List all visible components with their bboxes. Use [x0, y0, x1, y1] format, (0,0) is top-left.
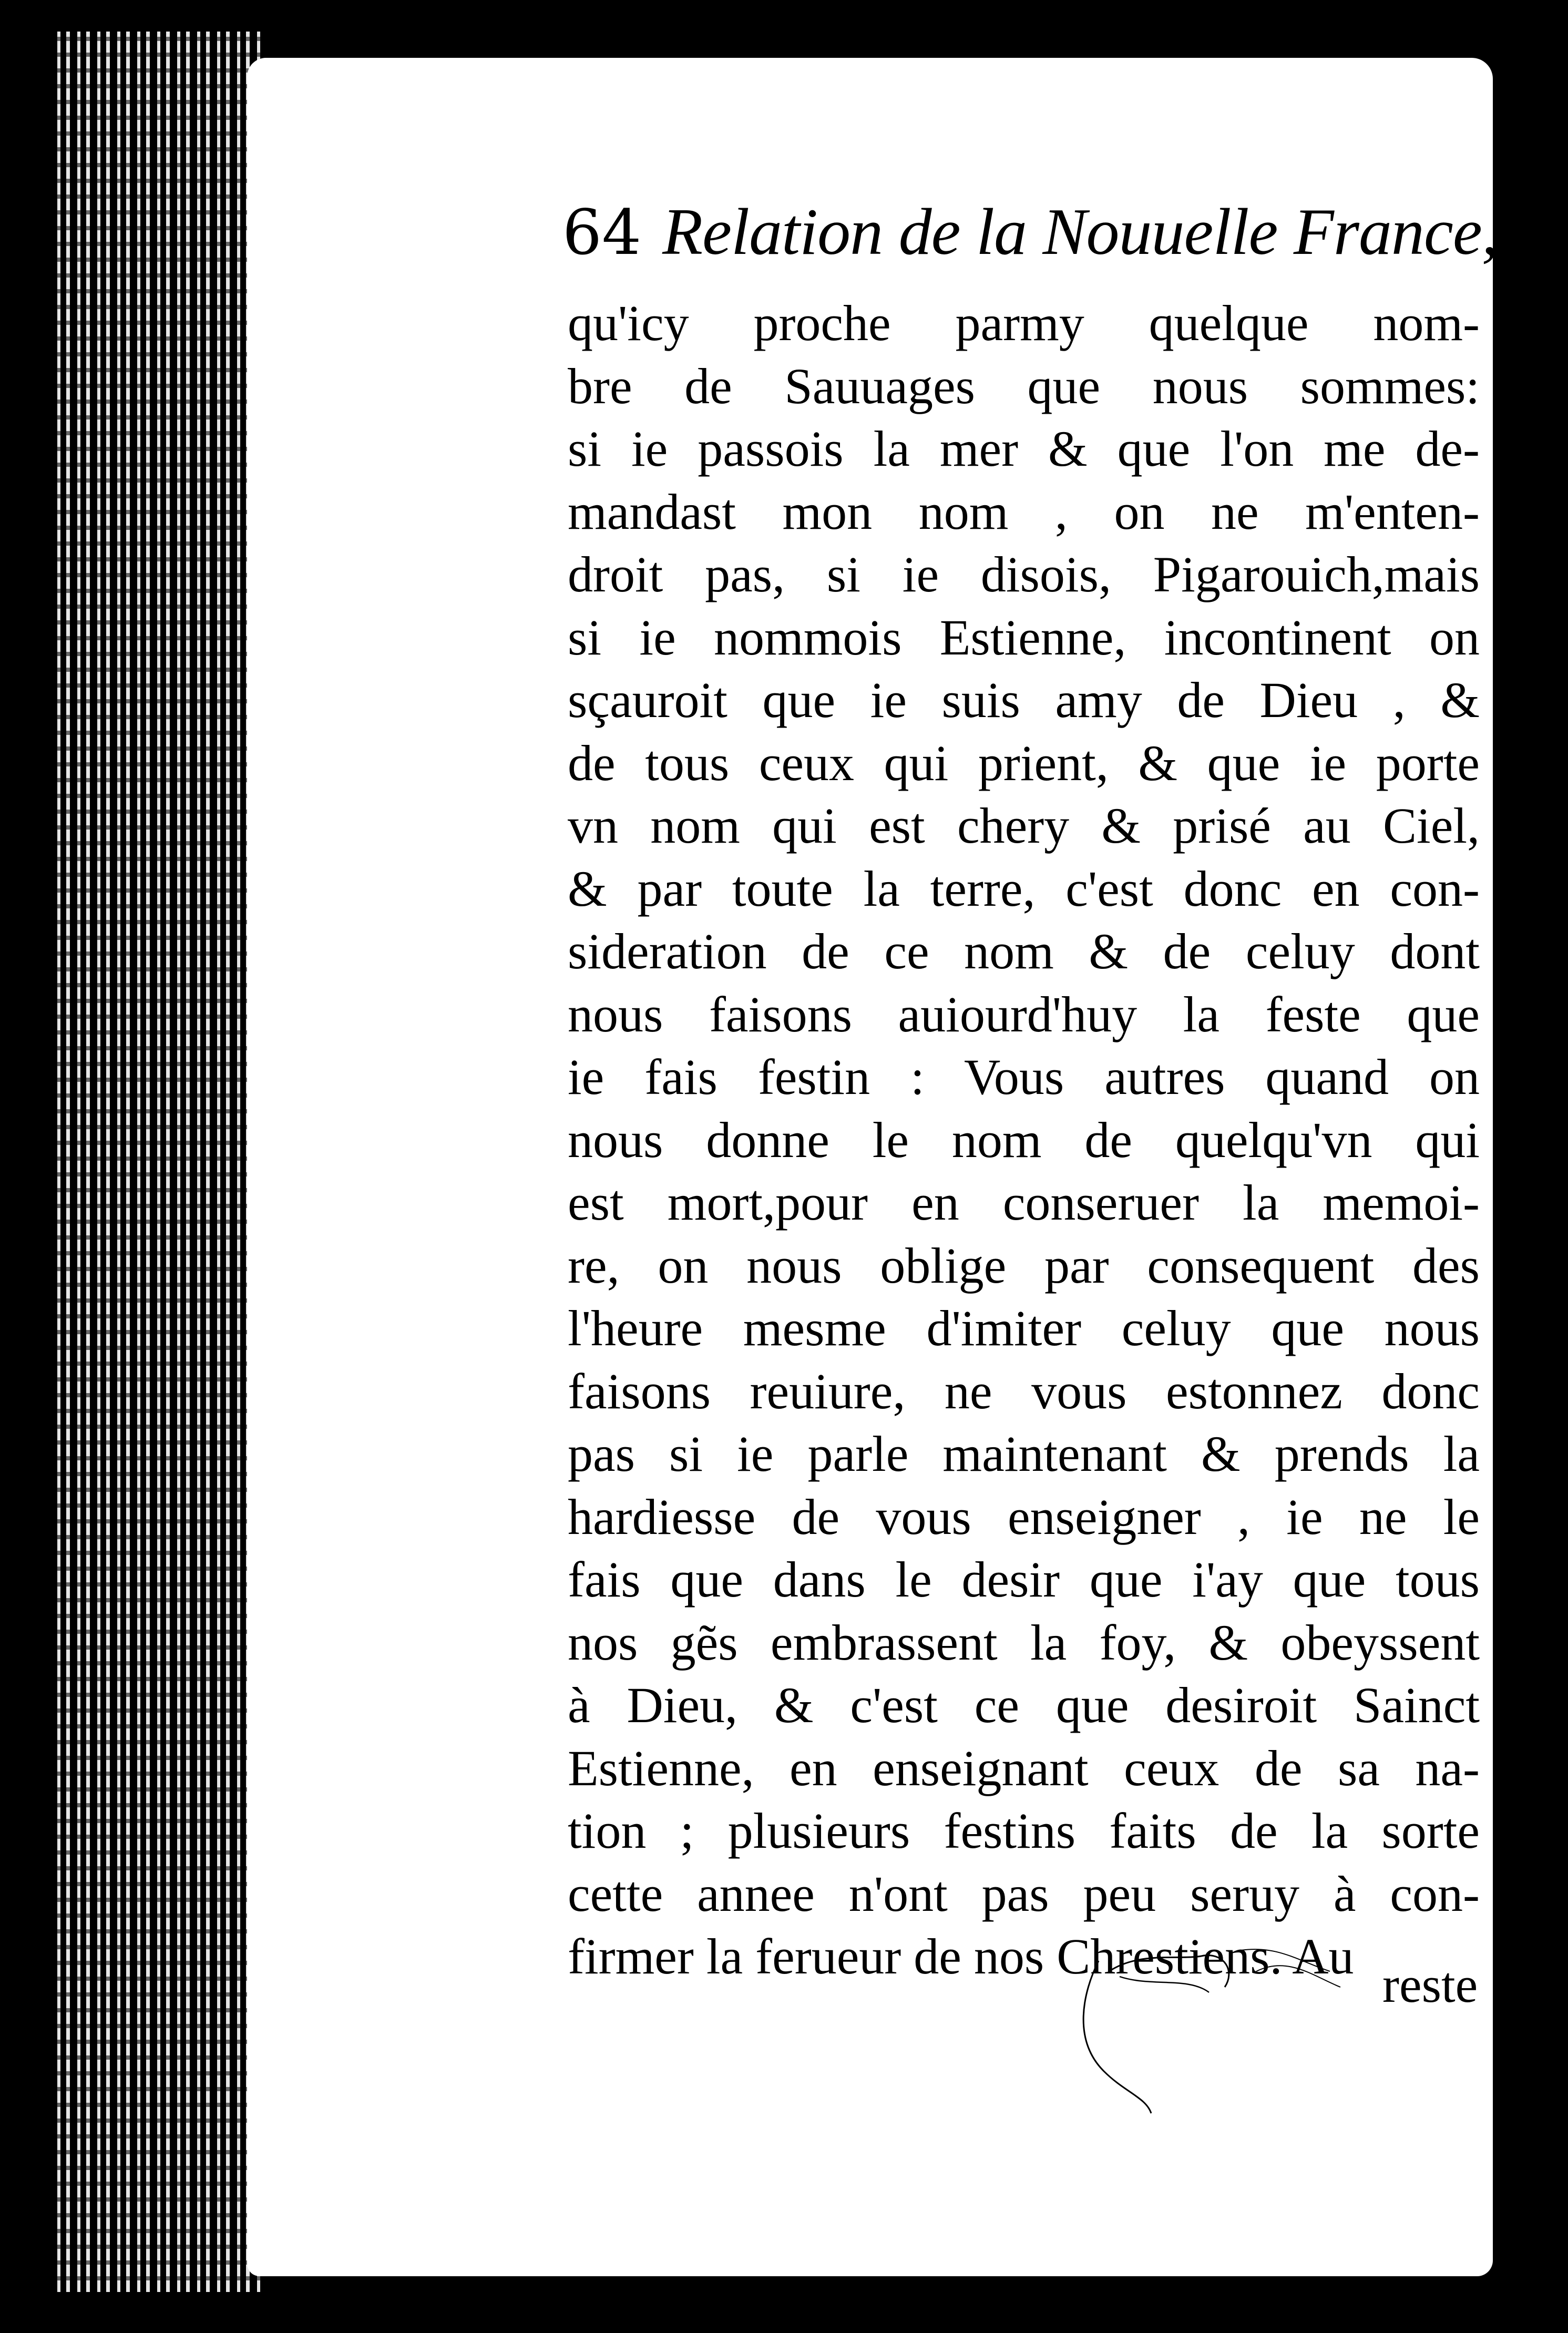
book-page-edges: [50, 32, 260, 2292]
text-line: tion ; plusieurs festins faits de la sorte: [568, 1803, 1480, 1859]
text-line: est mort,pour en conseruer la memoi-: [568, 1174, 1480, 1231]
text-line: hardiesse de vous enseigner , ie ne le: [568, 1488, 1480, 1545]
text-line: sideration de ce nom & de celuy dont: [568, 923, 1480, 979]
text-line: cette annee n'ont pas peu seruy à con-: [568, 1865, 1480, 1922]
running-title: Relation de la Nouuelle France,: [662, 196, 1498, 269]
text-line: nous faisons auiourd'huy la feste que: [568, 986, 1480, 1042]
text-line: & par toute la terre, c'est donc en con-: [568, 860, 1480, 917]
text-line: si ie nommois Estienne, incontinent on: [568, 609, 1480, 666]
text-line: ie fais festin : Vous autres quand on: [568, 1049, 1480, 1105]
text-line: sçauroit que ie suis amy de Dieu , &: [568, 672, 1480, 728]
page-header: [562, 195, 1498, 284]
text-line: nous donne le nom de quelqu'vn qui: [568, 1111, 1480, 1168]
text-line: qu'icy proche parmy quelque nom-: [568, 295, 1480, 351]
text-line: de tous ceux qui prient, & que ie porte: [568, 734, 1480, 791]
text-line: firmer la ferueur de nos Chrestiens. Au: [568, 1928, 1354, 1984]
pen-scribble-mark: [1067, 1940, 1361, 2119]
body-text: [568, 292, 1480, 1988]
text-line: vn nom qui est chery & prisé au Ciel,: [568, 797, 1480, 854]
text-line: fais que dans le desir que i'ay que tous: [568, 1551, 1480, 1608]
text-line: à Dieu, & c'est ce que desiroit Sainct: [568, 1677, 1480, 1733]
text-line: re, on nous oblige par consequent des: [568, 1237, 1480, 1294]
page-number: 64: [562, 196, 642, 269]
catchword: reste: [1382, 1957, 1478, 2013]
text-line: nos gẽs embrassent la foy, & obeyssent: [568, 1614, 1480, 1671]
text-line: Estienne, en enseignant ceux de sa na-: [568, 1739, 1480, 1796]
text-line: mandast mon nom , on ne m'enten-: [568, 483, 1480, 540]
text-line: l'heure mesme d'imiter celuy que nous: [568, 1300, 1480, 1356]
text-line: droit pas, si ie disois, Pigarouich,mais: [568, 546, 1480, 602]
text-line: si ie passois la mer & que l'on me de-: [568, 421, 1480, 477]
text-line: faisons reuiure, ne vous estonnez donc: [568, 1363, 1480, 1419]
text-line: bre de Sauuages que nous sommes:: [568, 357, 1480, 414]
text-line: pas si ie parle maintenant & prends la: [568, 1426, 1480, 1482]
